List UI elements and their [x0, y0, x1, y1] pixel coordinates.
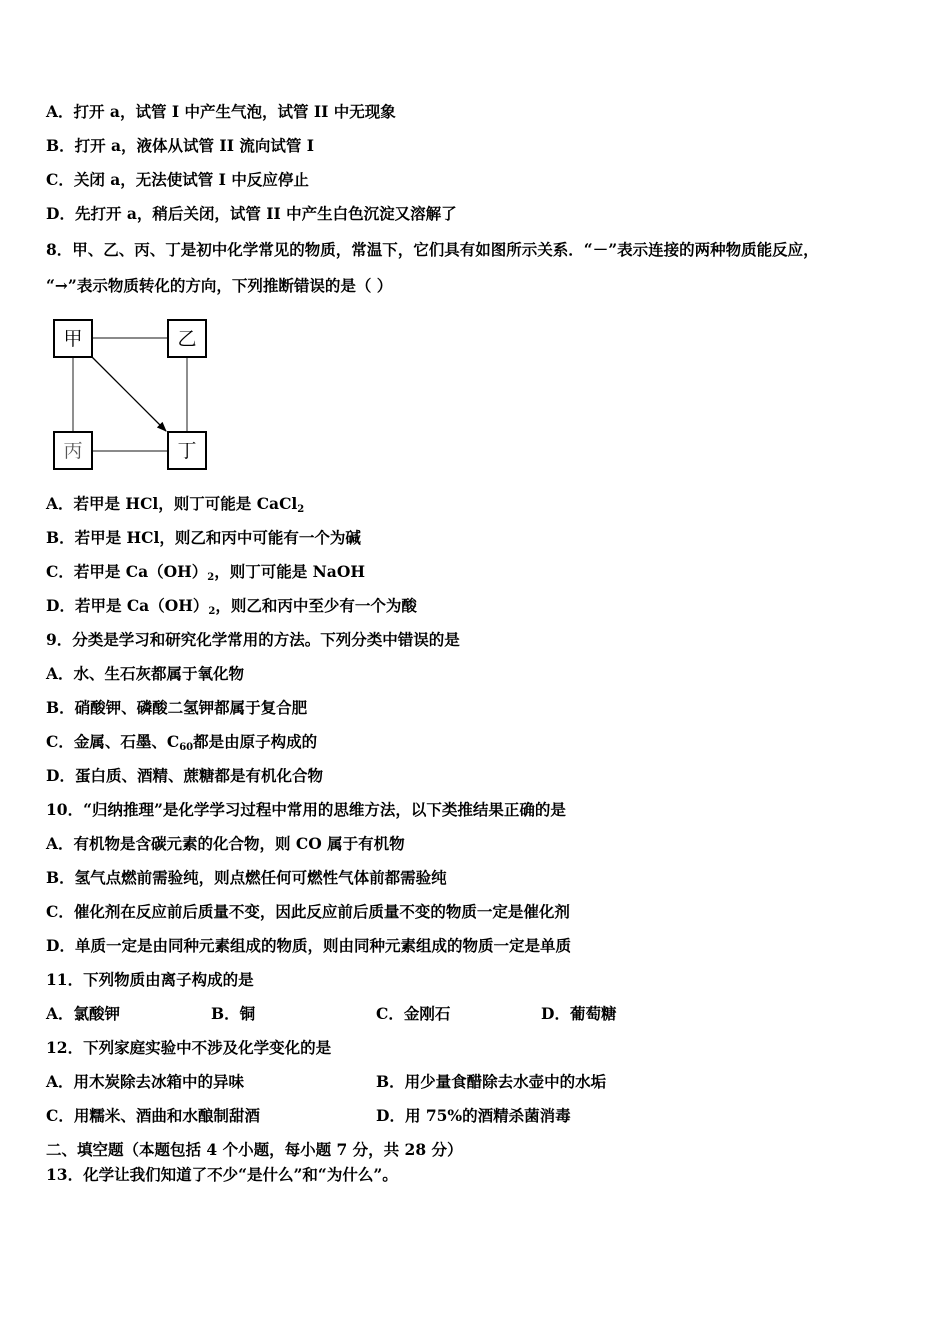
q10-option-a: A．有机物是含碳元素的化合物，则 CO 属于有机物 — [46, 834, 405, 853]
q8-option-c-post: ，则丁可能是 NaOH — [214, 562, 365, 581]
q11-option-b: B．铜 — [211, 1004, 256, 1023]
q11-option-d: D．葡萄糖 — [541, 1004, 617, 1023]
q9-option-c-post: 都是由原子构成的 — [193, 732, 318, 751]
q8-option-d-pre: D．若甲是 Ca（OH） — [46, 596, 209, 615]
q8-option-d-post: ，则乙和丙中至少有一个为酸 — [215, 596, 417, 615]
q7-option-d: D．先打开 a，稍后关闭，试管 II 中产生白色沉淀又溶解了 — [46, 204, 457, 223]
q8-option-b: B．若甲是 HCl，则乙和丙中可能有一个为碱 — [46, 528, 361, 547]
q9-option-c — [46, 732, 317, 758]
q8-option-c — [46, 562, 365, 588]
q12-option-b: B．用少量食醋除去水壶中的水垢 — [376, 1072, 607, 1091]
q9-option-d: D．蛋白质、酒精、蔗糖都是有机化合物 — [46, 766, 323, 785]
relation-diagram-svg — [50, 316, 215, 476]
label-ding: 丁 — [177, 440, 197, 462]
q7-option-a: A．打开 a，试管 I 中产生气泡，试管 II 中无现象 — [46, 102, 396, 121]
label-bing: 丙 — [63, 440, 83, 462]
q12-stem: 12．下列家庭实验中不涉及化学变化的是 — [46, 1038, 332, 1057]
q9-option-b: B．硝酸钾、磷酸二氢钾都属于复合肥 — [46, 698, 308, 717]
section2-title: 二、填空题（本题包括 4 个小题，每小题 7 分，共 28 分） — [46, 1140, 463, 1159]
q8-option-a-sub: 2 — [297, 504, 305, 515]
q10-option-c: C．催化剂在反应前后质量不变，因此反应前后质量不变的物质一定是催化剂 — [46, 902, 570, 921]
q8-stem-line2: “→”表示物质转化的方向，下列推断错误的是（ ） — [46, 276, 393, 295]
q9-option-c-pre: C．金属、石墨、C — [46, 732, 180, 751]
q8-option-a — [46, 494, 304, 520]
q9-option-c-sub: 60 — [179, 742, 194, 753]
q11-option-c: C．金刚石 — [376, 1004, 451, 1023]
q8-stem-line1: 8．甲、乙、丙、丁是初中化学常见的物质，常温下，它们具有如图所示关系．“－”表示连接的两种物质能反应， — [46, 240, 819, 259]
label-yi: 乙 — [177, 328, 197, 350]
q10-option-b: B．氢气点燃前需验纯，则点燃任何可燃性气体前都需验纯 — [46, 868, 447, 887]
q9-stem: 9．分类是学习和研究化学常用的方法。下列分类中错误的是 — [46, 630, 460, 649]
q8-option-d — [46, 596, 417, 622]
q8-option-c-pre: C．若甲是 Ca（OH） — [46, 562, 208, 581]
q11-option-a: A．氯酸钾 — [46, 1004, 121, 1023]
label-jia: 甲 — [63, 328, 83, 350]
q8-relation-diagram — [50, 316, 215, 476]
q12-option-c: C．用糯米、酒曲和水酿制甜酒 — [46, 1106, 260, 1125]
q8-option-c-sub: 2 — [207, 572, 215, 583]
q10-option-d: D．单质一定是由同种元素组成的物质，则由同种元素组成的物质一定是单质 — [46, 936, 571, 955]
q7-option-b: B．打开 a，液体从试管 II 流向试管 I — [46, 136, 314, 155]
q9-option-a: A．水、生石灰都属于氧化物 — [46, 664, 245, 683]
q12-option-a: A．用木炭除去冰箱中的异味 — [46, 1072, 245, 1091]
q12-option-d: D．用 75%的酒精杀菌消毒 — [376, 1106, 571, 1125]
q11-stem: 11．下列物质由离子构成的是 — [46, 970, 254, 989]
q7-option-c: C．关闭 a，无法使试管 I 中反应停止 — [46, 170, 309, 189]
q13-stem: 13．化学让我们知道了不少“是什么”和“为什么”。 — [46, 1165, 398, 1184]
q10-stem: 10．“归纳推理”是化学学习过程中常用的思维方法，以下类推结果正确的是 — [46, 800, 566, 819]
arrow-jia-to-ding — [92, 357, 166, 431]
q8-option-d-sub: 2 — [208, 606, 216, 617]
q8-option-a-text: A．若甲是 HCl，则丁可能是 CaCl — [46, 494, 298, 513]
